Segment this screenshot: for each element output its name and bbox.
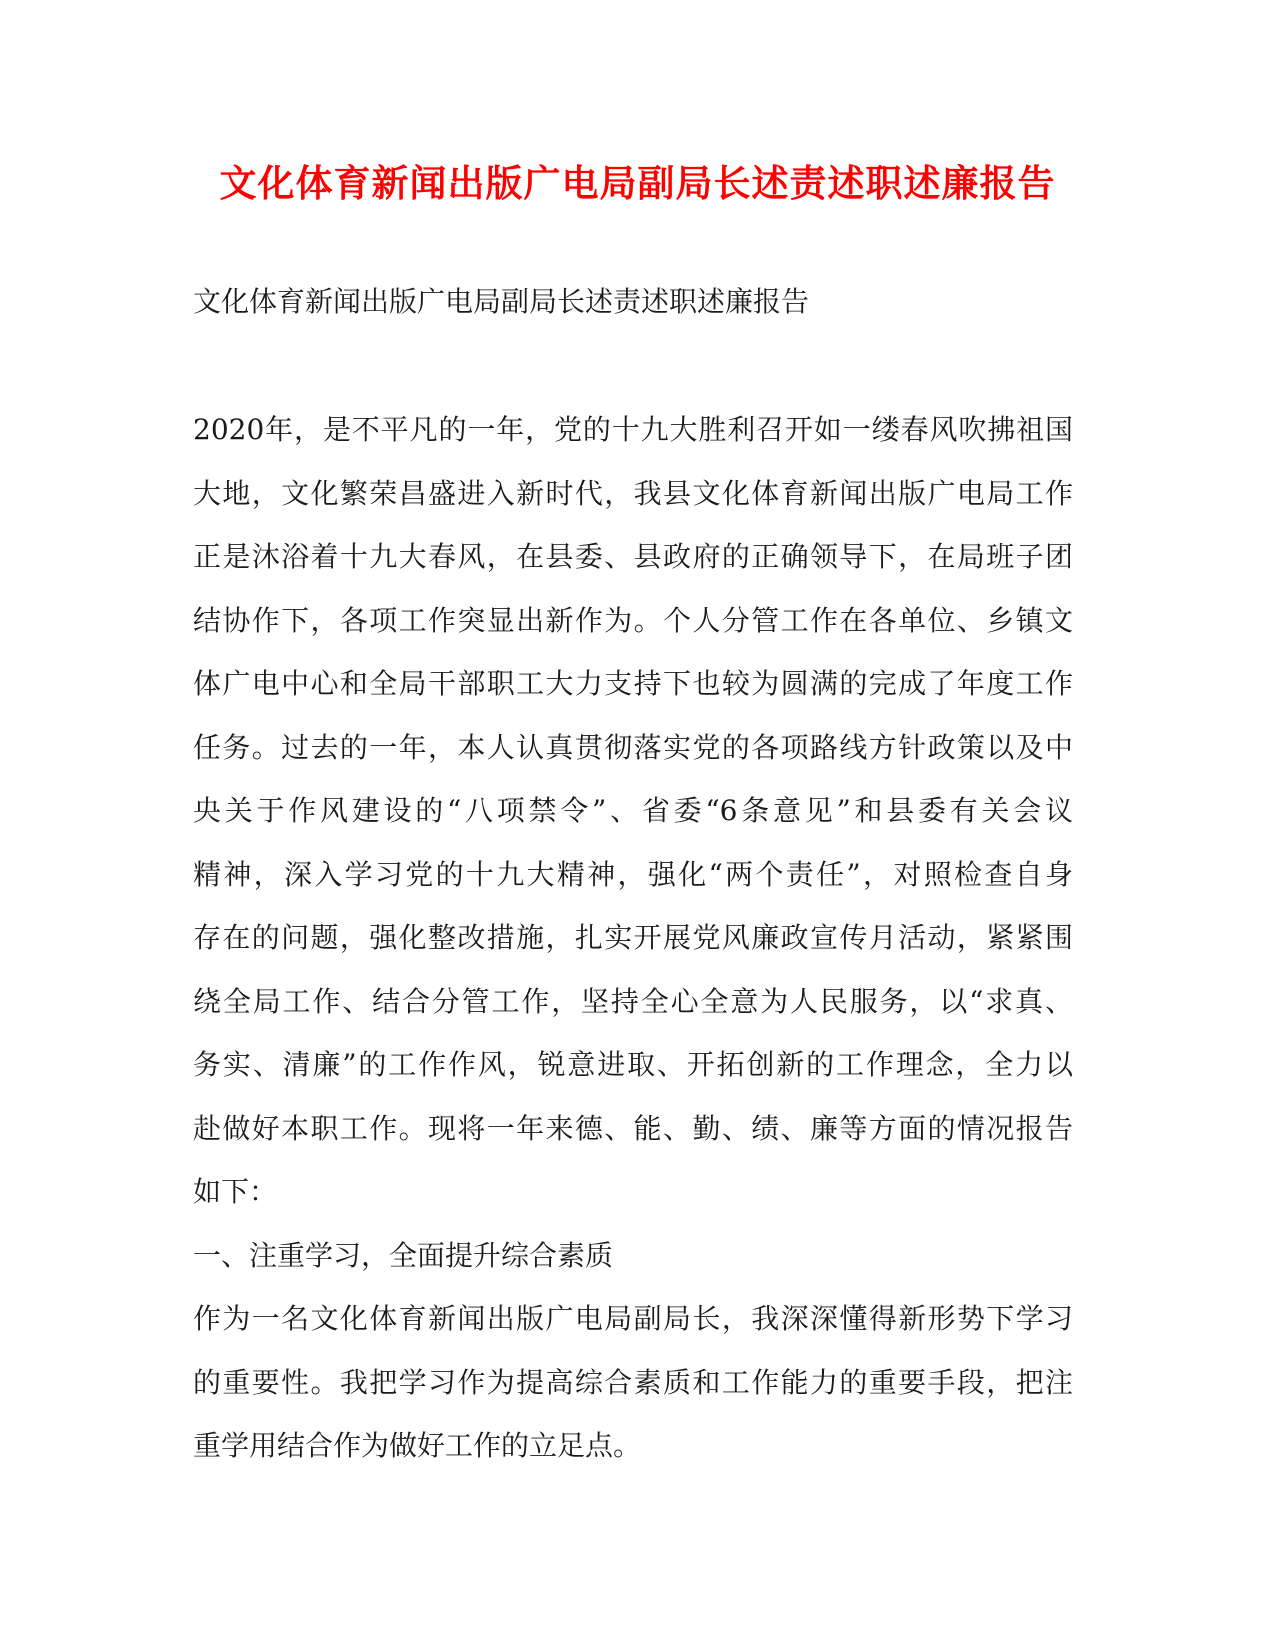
body-line: 如下： [193, 1175, 278, 1208]
body-line: 赴做好本职工作。现将一年来德、能、勤、绩、廉等方面的情况报告 [193, 1111, 1073, 1145]
body-line: 正是沐浴着十九大春风，在县委、县政府的正确领导下，在局班子团 [193, 540, 1073, 573]
body-line: 务实、清廉”的工作作风，锐意进取、开拓创新的工作理念，全力以 [193, 1048, 1073, 1081]
body-line: 任务。过去的一年，本人认真贯彻落实党的各项路线方针政策以及中 [193, 730, 1073, 764]
document-title: 文化体育新闻出版广电局副局长述责述职述廉报告 [219, 161, 1056, 205]
body-line: 体广电中心和全局干部职工大力支持下也较为圆满的完成了年度工作 [193, 667, 1073, 700]
body-line: 大地，文化繁荣昌盛进入新时代，我县文化体育新闻出版广电局工作 [193, 476, 1073, 510]
body-line: 重学用结合作为做好工作的立足点。 [193, 1429, 642, 1462]
body-line: 的重要性。我把学习作为提高综合素质和工作能力的重要手段，把注 [193, 1365, 1073, 1399]
body-line: 绕全局工作、结合分管工作，坚持全心全意为人民服务，以“求真、 [193, 984, 1073, 1018]
body-line: 结协作下，各项工作突显出新作为。个人分管工作在各单位、乡镇文 [193, 603, 1073, 637]
body-line: 2020年，是不平凡的一年，党的十九大胜利召开如一缕春风吹拂祖国 [193, 413, 1073, 446]
body-line: 精神，深入学习党的十九大精神，强化“两个责任”，对照检查自身 [193, 857, 1073, 891]
section-heading: 一、注重学习，全面提升综合素质 [193, 1238, 614, 1272]
body-line: 存在的问题，强化整改措施，扎实开展党风廉政宣传月活动，紧紧围 [193, 921, 1073, 954]
document-subtitle: 文化体育新闻出版广电局副局长述责述职述廉报告 [193, 285, 810, 318]
document-body [193, 410, 1073, 1490]
body-line: 央关于作风建设的“八项禁令”、省委“6条意见”和县委有关会议 [193, 794, 1073, 827]
body-line: 作为一名文化体育新闻出版广电局副局长，我深深懂得新形势下学习 [193, 1302, 1073, 1335]
